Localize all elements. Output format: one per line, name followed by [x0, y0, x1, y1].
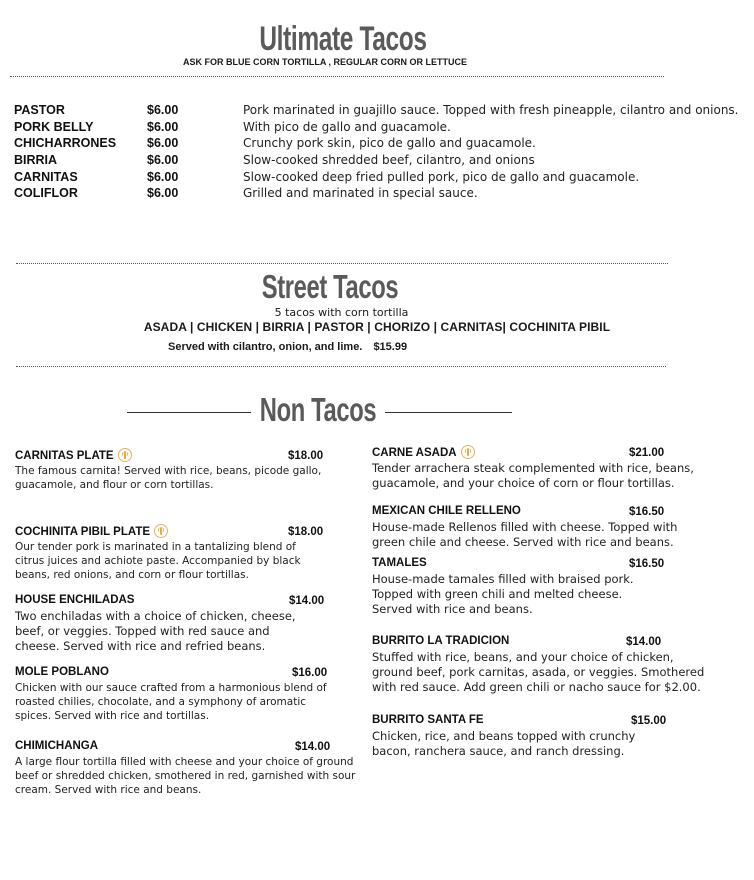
- menu-item-name: [15, 449, 132, 463]
- menu-item-description: [15, 540, 301, 582]
- description-line: Chicken, rice, and beans topped with crunchy: [372, 729, 636, 743]
- menu-item-description: [372, 650, 704, 695]
- taco-name: PORK BELLY: [14, 120, 94, 134]
- description-line: bacon, ranchera sauce, and ranch dressing.: [372, 744, 625, 758]
- menu-item-name: [15, 740, 98, 752]
- street-tacos-price: $15.99: [373, 341, 408, 353]
- menu-item-name-text: TAMALES: [372, 557, 427, 569]
- description-line: guacamole, and your choice of corn or flour tortillas.: [372, 476, 675, 490]
- taco-name: CARNITAS: [14, 170, 78, 184]
- menu-item-name-text: CHIMICHANGA: [15, 740, 99, 752]
- description-line: roasted chilies, chocolate, and a symphony of aromatic: [15, 696, 307, 708]
- menu-item-description: [372, 520, 677, 550]
- divider: [16, 366, 666, 367]
- menu-item-price: $14.00: [626, 636, 662, 648]
- menu-item-description: [15, 464, 321, 492]
- description-line: Two enchiladas with a choice of chicken, cheese,: [15, 609, 296, 623]
- description-line: Served with rice and beans.: [372, 602, 533, 616]
- taco-name: PASTOR: [14, 103, 65, 117]
- taco-description: With pico de gallo and guacamole.: [243, 120, 451, 134]
- street-tacos-title: Street Tacos: [261, 268, 399, 305]
- menu-item-description: [15, 681, 327, 723]
- wheat-icon: [154, 524, 168, 538]
- taco-price: $6.00: [147, 186, 179, 200]
- description-line: cream. Served with rice and beans.: [15, 784, 202, 796]
- description-line: with red sauce. Add green chili or nacho sauce for $2.00.: [372, 680, 701, 694]
- heading-rule-right: [385, 412, 512, 413]
- menu-item-name: [372, 557, 427, 569]
- menu-item-name: [372, 446, 475, 460]
- taco-description: Pork marinated in guajillo sauce. Topped with fresh pineapple, cilantro and onions.: [243, 103, 739, 117]
- divider: [10, 76, 664, 77]
- description-line: cheese. Served with rice and refried beans.: [15, 639, 266, 653]
- street-tacos-subtitle: 5 tacos with corn tortilla: [274, 306, 409, 319]
- description-line: A large flour tortilla filled with cheese and your choice of ground: [15, 756, 354, 768]
- description-line: Chicken with our sauce crafted from a harmonious blend of: [15, 682, 327, 694]
- wheat-icon: [118, 448, 132, 462]
- description-line: House-made tamales filled with braised pork.: [372, 572, 634, 586]
- street-tacos-options: ASADA | CHICKEN | BIRRIA | PASTOR | CHORIZO | CARNITAS| COCHINITA PIBIL: [143, 320, 611, 334]
- menu-item-name: [15, 594, 134, 606]
- taco-price: $6.00: [147, 153, 179, 167]
- description-line: The famous carnita! Served with rice, beans, picode gallo,: [15, 465, 322, 477]
- taco-price: $6.00: [147, 136, 179, 150]
- taco-description: Grilled and marinated in special sauce.: [243, 186, 478, 200]
- taco-name: BIRRIA: [14, 153, 58, 167]
- menu-item-name-text: MEXICAN CHILE RELLENO: [372, 505, 521, 517]
- description-line: Our tender pork is marinated in a tantalizing blend of: [15, 541, 296, 553]
- menu-item-name: [372, 635, 509, 647]
- menu-item-price: $16.50: [629, 506, 665, 518]
- menu-item-description: [372, 461, 694, 491]
- ultimate-tacos-title: Ultimate Tacos: [259, 20, 427, 58]
- menu-item-name: [372, 505, 521, 517]
- menu-item-name-text: CARNITAS PLATE: [15, 450, 114, 463]
- description-line: ground beef, pork carnitas, asada, or veggies. Smothered: [372, 665, 705, 679]
- taco-name: COLIFLOR: [14, 186, 78, 200]
- menu-item-name-text: CARNE ASADA: [372, 447, 457, 460]
- taco-price: $6.00: [147, 103, 179, 117]
- menu-item-price: $18.00: [288, 450, 324, 462]
- menu-item-price: $16.00: [292, 667, 328, 679]
- menu-item-name-text: MOLE POBLANO: [15, 666, 109, 678]
- description-line: Tender arrachera steak complemented with rice, beans,: [372, 461, 694, 475]
- taco-description: Slow-cooked deep fried pulled pork, pico de gallo and guacamole.: [243, 170, 640, 184]
- description-line: Stuffed with rice, beans, and your choice of chicken,: [372, 650, 674, 664]
- description-line: beef or shredded chicken, smothered in red, garnished with sour: [15, 770, 356, 782]
- description-line: spices. Served with rice and tortillas.: [15, 710, 210, 722]
- menu-item-name: [372, 714, 484, 726]
- menu-item-description: [15, 755, 355, 797]
- description-line: beans, red onions, and corn or flour tortillas.: [15, 569, 249, 581]
- menu-item-name: [15, 525, 168, 539]
- taco-price: $6.00: [147, 170, 179, 184]
- description-line: Topped with green chili and melted cheese.: [372, 587, 623, 601]
- menu-item-price: $16.50: [629, 558, 665, 570]
- menu-item-name-text: COCHINITA PIBIL PLATE: [15, 526, 151, 539]
- menu-item-price: $18.00: [288, 526, 324, 538]
- menu-item-description: [15, 609, 296, 654]
- menu-item-price: $15.00: [631, 715, 667, 727]
- description-line: citrus juices and achiote paste. Accompanied by black: [15, 555, 301, 567]
- menu-item-name-text: BURRITO LA TRADICION: [372, 635, 510, 647]
- description-line: beef, or veggies. Topped with red sauce and: [15, 624, 270, 638]
- description-line: guacamole, and flour or corn tortillas.: [15, 479, 214, 491]
- taco-description: Slow-cooked shredded beef, cilantro, and onions: [243, 153, 535, 167]
- menu-item-price: $21.00: [629, 447, 665, 459]
- street-tacos-served: [168, 341, 407, 353]
- menu-item-price: $14.00: [289, 595, 325, 607]
- divider: [16, 263, 668, 264]
- menu-item-name: [15, 666, 109, 678]
- wheat-icon: [461, 445, 475, 459]
- description-line: green chile and cheese. Served with rice and beans.: [372, 535, 674, 549]
- menu-item-price: $14.00: [295, 741, 331, 753]
- description-line: House-made Rellenos filled with cheese. Topped with: [372, 520, 678, 534]
- menu-item-name-text: HOUSE ENCHILADAS: [15, 594, 135, 606]
- menu-item-name-text: BURRITO SANTA FE: [372, 714, 484, 726]
- non-tacos-title: Non Tacos: [259, 391, 377, 428]
- menu-item-description: [372, 729, 635, 759]
- street-tacos-served-text: Served with cilantro, onion, and lime.: [168, 341, 363, 353]
- ultimate-tacos-subtitle: ASK FOR BLUE CORN TORTILLA , REGULAR CORN OR LETTUCE: [183, 57, 467, 67]
- taco-description: Crunchy pork skin, pico de gallo and guacamole.: [243, 136, 536, 150]
- taco-price: $6.00: [147, 120, 179, 134]
- menu-item-description: [372, 572, 634, 617]
- taco-name: CHICHARRONES: [14, 136, 117, 150]
